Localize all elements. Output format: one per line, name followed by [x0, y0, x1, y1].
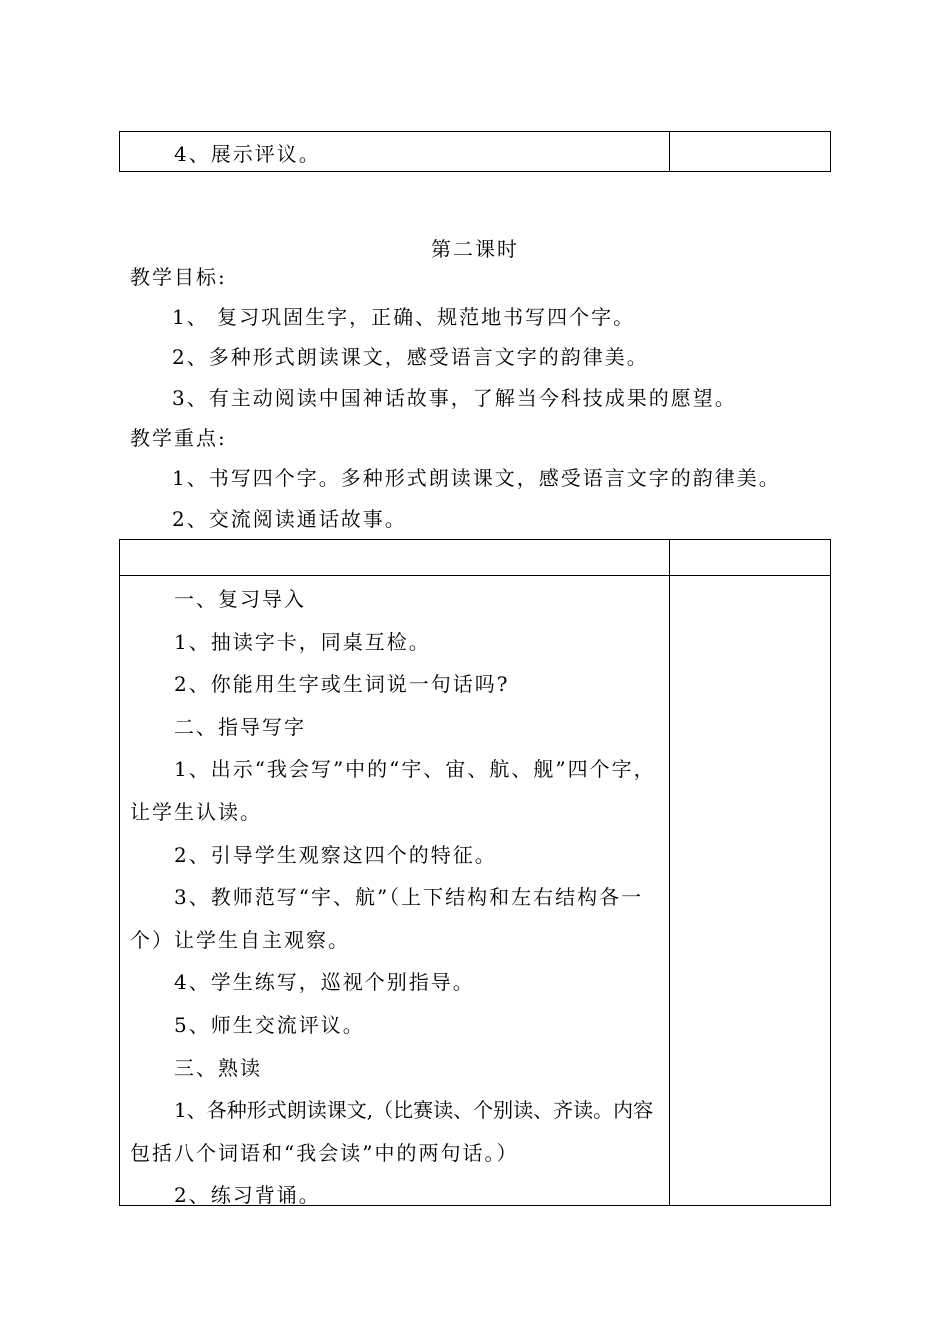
top-table-left-cell	[120, 132, 669, 171]
step-line: 1、抽读字卡，同桌互检。	[174, 629, 431, 654]
top-row-text: 4、展示评议。	[174, 142, 321, 166]
main-table-column-divider	[669, 540, 670, 1205]
objective-item: 1、 复习巩固生字，正确、规范地书写四个字。	[172, 305, 636, 329]
step-line: 2、你能用生字或生词说一句话吗?	[174, 672, 510, 697]
section-heading: 一、复习导入	[174, 587, 306, 611]
step-line-continuation: 让学生认读。	[130, 799, 262, 824]
step-line-continuation: 个）让学生自主观察。	[130, 927, 350, 952]
objective-item: 2、多种形式朗读课文，感受语言文字的韵律美。	[172, 345, 649, 369]
top-table	[119, 131, 831, 172]
main-table	[119, 539, 831, 1206]
top-table-column-divider	[669, 132, 670, 171]
step-line: 1、出示“我会写”中的“宇、宙、航、舰”四个字，	[174, 757, 656, 782]
objective-item: 3、有主动阅读中国神话故事，了解当今科技成果的愿望。	[172, 386, 737, 410]
step-line: 2、引导学生观察这四个的特征。	[174, 842, 497, 867]
step-line: 2、练习背诵。	[174, 1183, 321, 1208]
objectives-heading: 教学目标:	[130, 265, 227, 289]
step-line: 4、学生练写，巡视个别指导。	[174, 970, 475, 995]
key-point-item: 2、交流阅读通话故事。	[172, 507, 407, 531]
step-line-continuation: 包括八个词语和“我会读”中的两句话。）	[130, 1140, 519, 1165]
main-table-header-row-border	[120, 575, 830, 576]
section-heading: 二、指导写字	[174, 714, 306, 739]
section-heading: 三、熟读	[174, 1055, 262, 1080]
step-line: 5、师生交流评议。	[174, 1012, 365, 1037]
lesson-title: 第二课时	[431, 237, 519, 261]
main-table-body-cell	[130, 578, 662, 1217]
step-line: 1、各种形式朗读课文,（比赛读、个别读、齐读。内容	[174, 1098, 654, 1123]
key-point-item: 1、书写四个字。多种形式朗读课文，感受语言文字的韵律美。	[172, 466, 781, 490]
key-points-heading: 教学重点:	[130, 426, 227, 450]
step-line: 3、教师范写“宇、航”（上下结构和左右结构各一	[174, 885, 644, 910]
